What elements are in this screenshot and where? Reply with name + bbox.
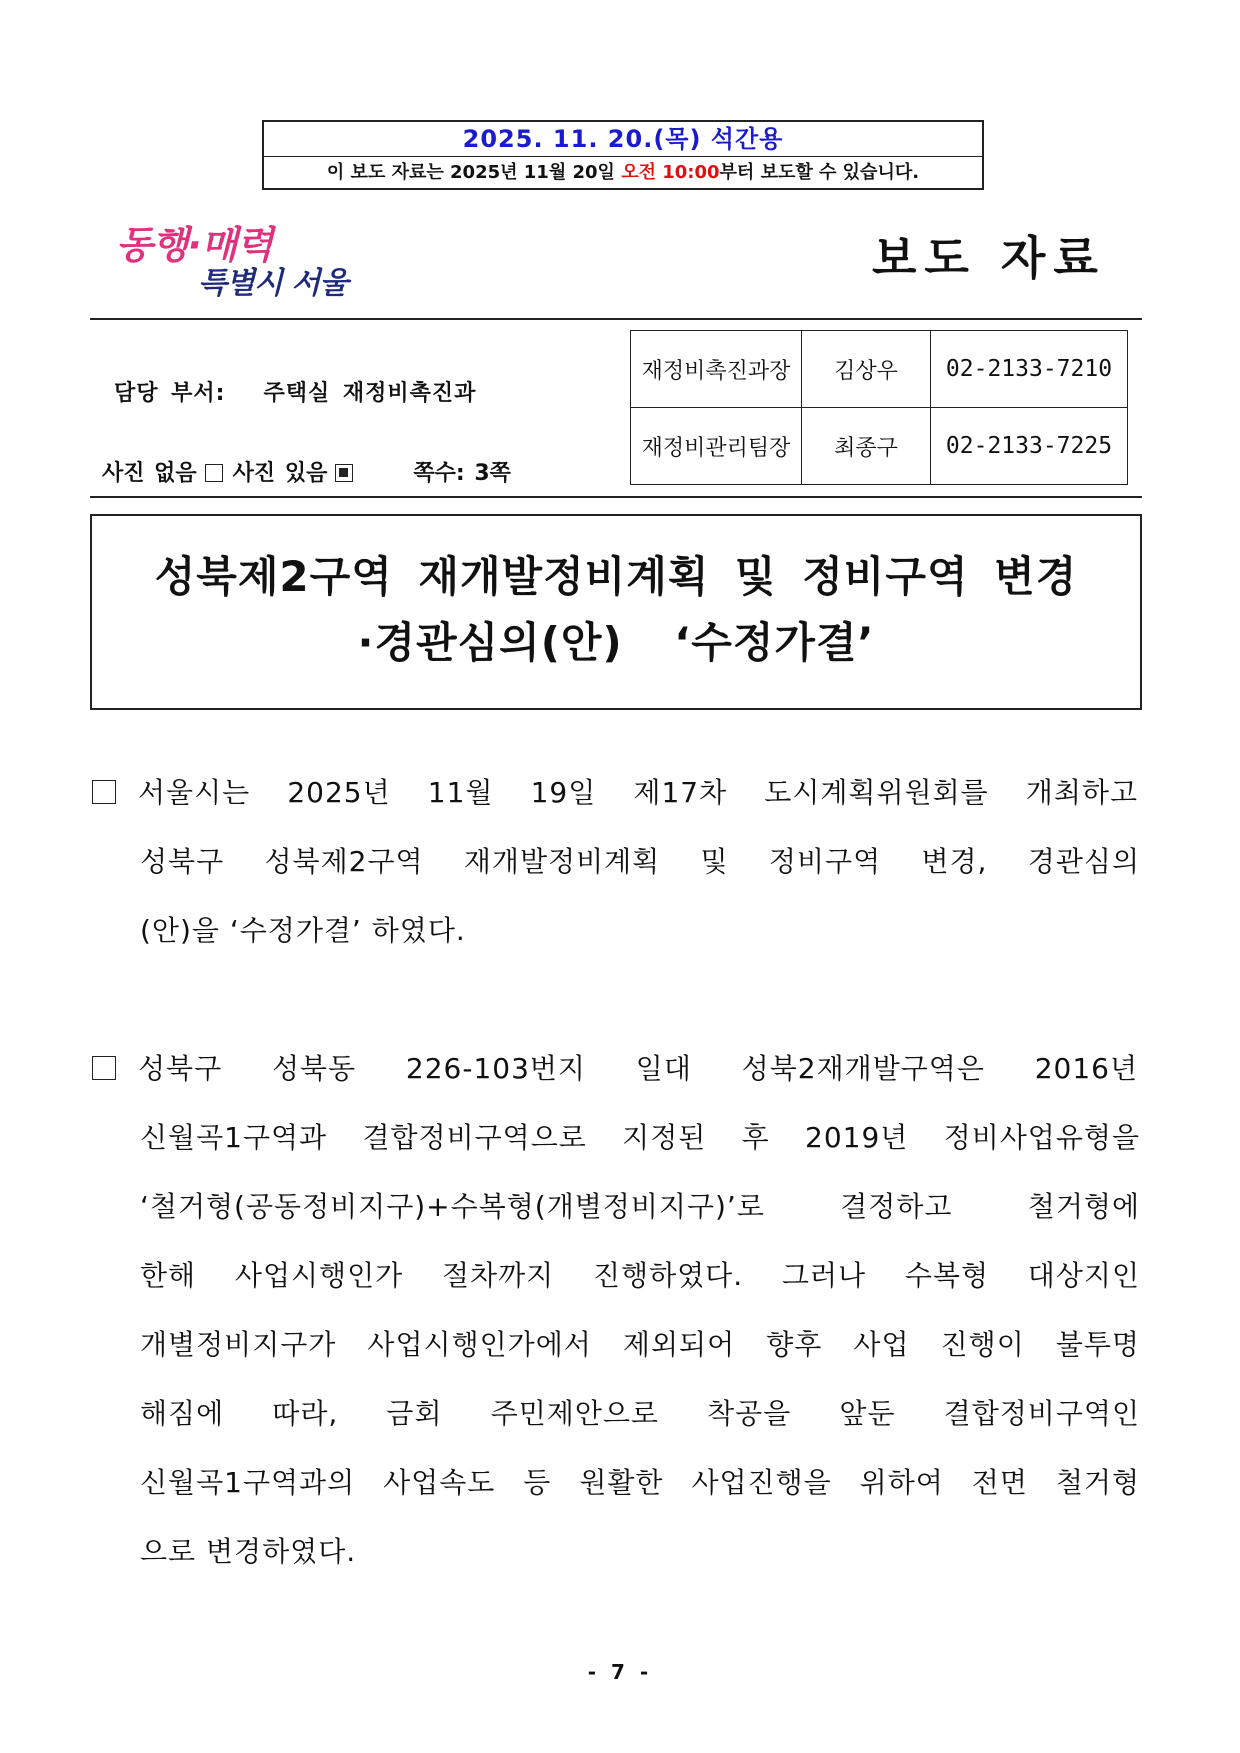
embargo-notice [264,157,982,189]
body-paragraph-2 [92,1034,1152,1586]
photo-yes-label: 사진 있음 [232,461,328,486]
embargo-notice-time: 오전 10:00 [621,162,720,183]
paragraph-line: 으로 변경하였다. [140,1535,357,1568]
body-paragraph-1 [92,758,1152,965]
paragraph-line: 한해 사업시행인가 절차까지 진행하였다. 그러나 수복형 대상지인 [140,1259,1140,1292]
bullet-box-icon [92,780,116,804]
headline-box [90,514,1142,710]
paragraph-line: 신월곡1구역과 결합정비구역으로 지정된 후 2019년 정비사업유형을 [140,1121,1140,1154]
department-line [114,376,476,407]
paragraph-line: 서울시는 2025년 11월 19일 제17차 도시계획위원회를 개최하고 [138,776,1138,809]
embargo-notice-post: 부터 보도할 수 있습니다. [719,162,920,183]
paragraph-line: (안)을 ‘수정가결’ 하였다. [140,914,466,947]
paragraph-line: 해짐에 따라, 금회 주민제안으로 착공을 앞둔 결합정비구역인 [140,1397,1140,1430]
logo-line1: 동행·매력 [116,223,273,267]
divider-top [90,318,1142,320]
contacts-table [630,330,1128,485]
document-type-title: 보도 자료 [872,231,1106,285]
photo-line [102,456,511,487]
contact-row [631,331,1128,408]
pages-value: 3쪽 [474,461,511,486]
paragraph-line: 신월곡1구역과의 사업속도 등 원활한 사업진행을 위하여 전면 철거형 [140,1466,1140,1499]
contact-title: 재정비촉진과장 [631,331,802,408]
paragraph-line: ‘철거형(공동정비지구)+수복형(개별정비지구)’로 결정하고 철거형에 [140,1190,1140,1223]
bullet-box-icon [92,1056,116,1080]
department-label: 담당 부서: [114,381,226,406]
headline-line1: 성북제2구역 재개발정비계획 및 정비구역 변경 [154,552,1078,601]
embargo-date: 2025. 11. 20.(목) 석간용 [264,122,982,157]
contact-phone: 02-2133-7225 [931,408,1128,485]
paragraph-line: 성북구 성북제2구역 재개발정비계획 및 정비구역 변경, 경관심의 [140,845,1140,878]
headline-line2: ·경관심의(안) ‘수정가결’ [357,618,875,667]
paragraph-line: 개별정비지구가 사업시행인가에서 제외되어 향후 사업 진행이 불투명 [140,1328,1140,1361]
contact-name: 최종구 [802,408,931,485]
contact-title: 재정비관리팀장 [631,408,802,485]
pages-label: 쪽수: [413,461,465,486]
page-number: - 7 - [587,1660,653,1684]
seoul-logo [110,214,348,304]
divider-bottom [90,496,1142,498]
paragraph-line: 성북구 성북동 226-103번지 일대 성북2재개발구역은 2016년 [138,1052,1138,1085]
contact-name: 김상우 [802,331,931,408]
photo-none-label: 사진 없음 [102,461,197,486]
embargo-box [262,120,984,190]
department-value: 주택실 재정비촉진과 [263,381,477,406]
logo-line2: 특별시 서울 [198,266,348,301]
contact-phone: 02-2133-7210 [931,331,1128,408]
contact-row [631,408,1128,485]
photo-yes-checkbox [335,464,353,482]
embargo-notice-pre: 이 보도 자료는 2025년 11월 20일 [326,162,622,183]
photo-none-checkbox [205,464,223,482]
